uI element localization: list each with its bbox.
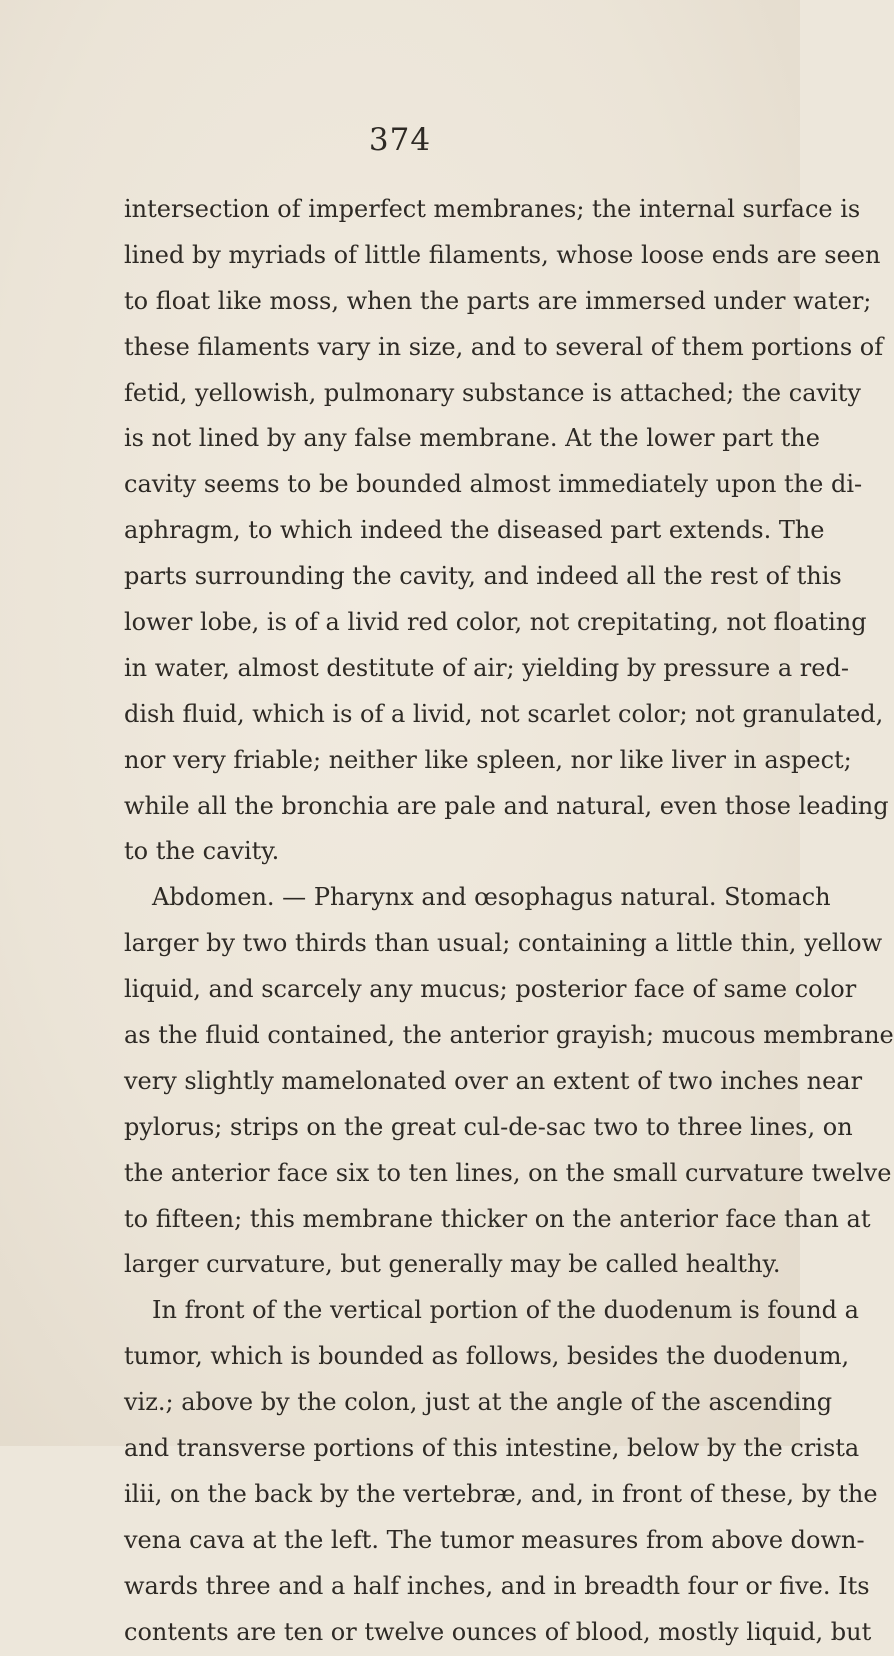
text-line: aphragm, to which indeed the diseased part extends. The [124, 516, 825, 545]
text-line: contents are ten or twelve ounces of blood, mostly liquid, but [124, 1617, 872, 1646]
text-line: larger curvature, but generally may be called healthy. [124, 1250, 781, 1279]
text-line: these filaments vary in size, and to several of them portions of [124, 332, 884, 361]
text-line: vena cava at the left. The tumor measures from above down- [124, 1525, 865, 1554]
text-line: very slightly mamelonated over an extent of two inches near [124, 1066, 863, 1095]
text-line: is not lined by any false membrane. At the lower part the [124, 424, 820, 453]
text-line: to float like moss, when the parts are immersed under water; [124, 286, 872, 315]
text-line: and transverse portions of this intestine, below by the crista [124, 1434, 860, 1463]
text-line: fetid, yellowish, pulmonary substance is attached; the cavity [124, 378, 861, 407]
text-line: parts surrounding the cavity, and indeed all the rest of this [124, 562, 842, 591]
text-line: wards three and a half inches, and in breadth four or five. Its [124, 1571, 870, 1600]
text-line: the anterior face six to ten lines, on the small curvature twelve [124, 1158, 892, 1187]
text-line: lower lobe, is of a livid red color, not crepitating, not floating [124, 608, 867, 637]
text-line: nor very friable; neither like spleen, nor like liver in aspect; [124, 745, 852, 774]
text-line: In front of the vertical portion of the duodenum is found a [152, 1296, 859, 1325]
text-line: tumor, which is bounded as follows, besides the duodenum, [124, 1342, 850, 1371]
text-line: as the fluid contained, the anterior grayish; mucous membrane [124, 1021, 894, 1050]
text-line: ilii, on the back by the vertebræ, and, in front of these, by the [124, 1479, 878, 1508]
text-line: cavity seems to be bounded almost immediately upon the di- [124, 470, 863, 499]
text-line: to fifteen; this membrane thicker on the anterior face than at [124, 1204, 871, 1233]
text-line: in water, almost destitute of air; yielding by pressure a red- [124, 653, 849, 682]
body-text [124, 187, 894, 1656]
text-line: Abdomen. — Pharynx and œsophagus natural. Stomach [152, 883, 831, 912]
text-line: lined by myriads of little filaments, whose loose ends are seen [124, 240, 881, 269]
text-line: dish fluid, which is of a livid, not scarlet color; not granulated, [124, 699, 884, 728]
text-line: while all the bronchia are pale and natural, even those leading [124, 791, 889, 820]
text-line: liquid, and scarcely any mucus; posterior face of same color [124, 975, 857, 1004]
text-line: to the cavity. [124, 837, 280, 866]
text-line: intersection of imperfect membranes; the internal surface is [124, 195, 861, 223]
text-line: pylorus; strips on the great cul-de-sac two to three lines, on [124, 1112, 853, 1141]
text-line: larger by two thirds than usual; containing a little thin, yellow [124, 929, 883, 958]
text-line: viz.; above by the colon, just at the angle of the ascending [124, 1388, 833, 1417]
page-number: 374 [368, 122, 432, 158]
